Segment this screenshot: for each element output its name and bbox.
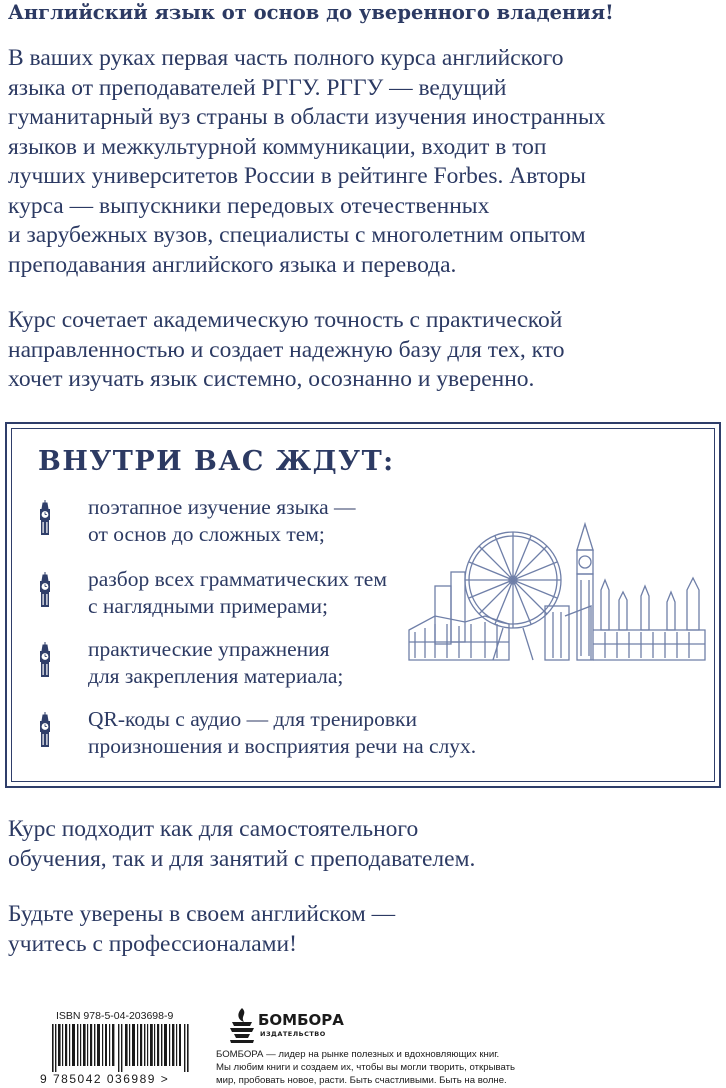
big-ben-tower-icon <box>36 642 54 678</box>
barcode-bars <box>52 1024 192 1072</box>
publisher-blurb <box>216 1048 556 1087</box>
feature-line: от основ до сложных тем; <box>88 522 325 546</box>
suits-line: Курс подходит как для самостоятельного <box>8 816 419 842</box>
combination-line: хочет изучать язык системно, осознанно и уверенно. <box>8 366 535 392</box>
publisher-blurb-line: БОМБОРА — лидер на рынке полезных и вдохновляющих книг. <box>216 1049 500 1060</box>
intro-line: преподавания английского языка и перевода. <box>8 251 457 278</box>
feature-line: практические упражнения <box>88 637 330 661</box>
intro-line: языков и межкультурной коммуникации, входит в топ <box>8 133 547 160</box>
feature-line: произношения и восприятия речи на слух. <box>88 734 477 758</box>
publisher-subtitle: ИЗДАТЕЛЬСТВО <box>260 1030 326 1038</box>
combination-line: Курс сочетает академическую точность с практической <box>8 307 563 333</box>
suits-paragraph <box>8 815 720 874</box>
isbn-label: ISBN 978-5-04-203698-9 <box>56 1010 174 1022</box>
intro-line: языка от преподавателей РГГУ. РГГУ — ведущий <box>8 74 507 101</box>
intro-line: курса — выпускники передовых отечественных <box>8 192 490 219</box>
intro-line: гуманитарный вуз страны в области изучения иностранных <box>8 104 606 130</box>
publisher-name: БОМБОРА <box>258 1011 344 1029</box>
intro-line: В ваших руках первая часть полного курса английского <box>8 45 564 71</box>
intro-line: и зарубежных вузов, специалисты с многолетним опытом <box>8 222 586 248</box>
london-skyline-icon <box>405 520 715 670</box>
feature-line: с наглядными примерами; <box>88 594 328 618</box>
big-ben-tower-icon <box>36 712 54 748</box>
suits-line: обучения, так и для занятий с преподавателем. <box>8 845 476 872</box>
intro-paragraph <box>8 44 720 280</box>
feature-item <box>88 706 508 760</box>
bombora-flame-icon <box>226 1008 256 1044</box>
big-ben-tower-icon <box>36 572 54 608</box>
closing-line: учитесь с профессионалами! <box>8 930 297 957</box>
combination-line: направленностью и создает надежную базу для тех, кто <box>8 336 565 363</box>
feature-line: для закрепления материала; <box>88 664 344 688</box>
big-ben-tower-icon <box>36 500 54 536</box>
intro-line: лучших университетов России в рейтинге Forbes. Авторы <box>8 163 586 189</box>
barcode-digits: 9 785042 036989 > <box>40 1072 170 1086</box>
headline: Английский язык от основ до уверенного владения! <box>8 1 614 24</box>
publisher-blurb-line: Мы любим книги и создаем их, чтобы вы могли творить, открывать <box>216 1062 515 1073</box>
combination-paragraph <box>8 306 720 395</box>
closing-paragraph <box>8 900 720 959</box>
feature-line: разбор всех грамматических тем <box>88 567 387 591</box>
closing-line: Будьте уверены в своем английском — <box>8 901 396 927</box>
publisher-blurb-line: мир, пробовать новое, расти. Быть счастливыми. Быть на волне. <box>216 1075 507 1086</box>
feature-line: поэтапное изучение языка — <box>88 495 356 519</box>
features-title: ВНУТРИ ВАС ЖДУТ: <box>38 446 395 477</box>
feature-line: QR-коды с аудио — для тренировки <box>88 707 417 731</box>
